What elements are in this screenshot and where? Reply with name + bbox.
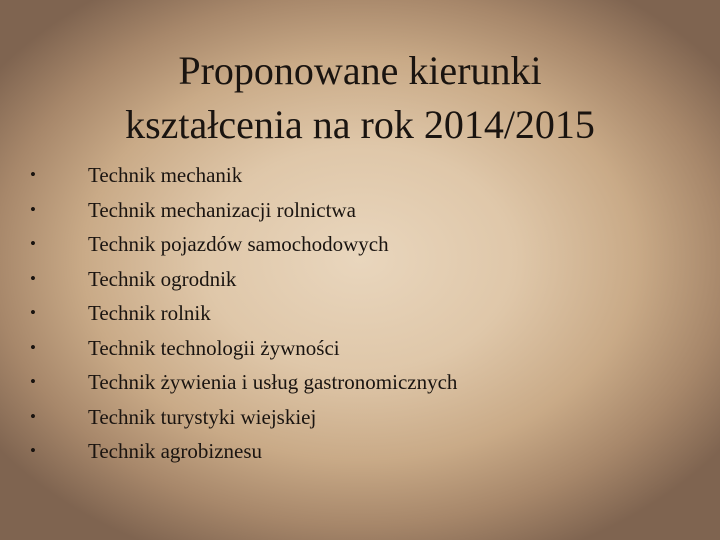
list-item-text: Technik rolnik [88, 301, 211, 325]
bullet-icon: • [30, 199, 36, 219]
list-item-text: Technik pojazdów samochodowych [88, 232, 389, 256]
list-item-text: Technik technologii żywności [88, 335, 340, 360]
list-item-text: Technik żywienia i usług gastronomicznych [88, 370, 458, 394]
list-item-text: Technik turystyki wiejskiej [88, 404, 317, 429]
bullet-icon: • [30, 234, 36, 253]
list-item-text: Technik agrobiznesu [88, 439, 263, 463]
bullet-icon: • [30, 303, 36, 322]
list-item-text: Technik ogrodnik [88, 266, 237, 291]
bullet-icon: • [30, 406, 36, 426]
title-line-1: Proponowane kierunki [178, 48, 542, 93]
bullet-icon: • [30, 268, 36, 288]
slide-title [0, 44, 720, 152]
title-line-2: kształcenia na rok 2014/2015 [125, 102, 595, 147]
bullet-icon: • [30, 165, 36, 184]
list-item-text: Technik mechanizacji rolnictwa [88, 197, 356, 222]
bullet-icon: • [30, 441, 36, 460]
bullet-icon: • [30, 372, 36, 391]
list-item-text: Technik mechanik [88, 163, 243, 187]
bullet-icon: • [30, 337, 36, 357]
